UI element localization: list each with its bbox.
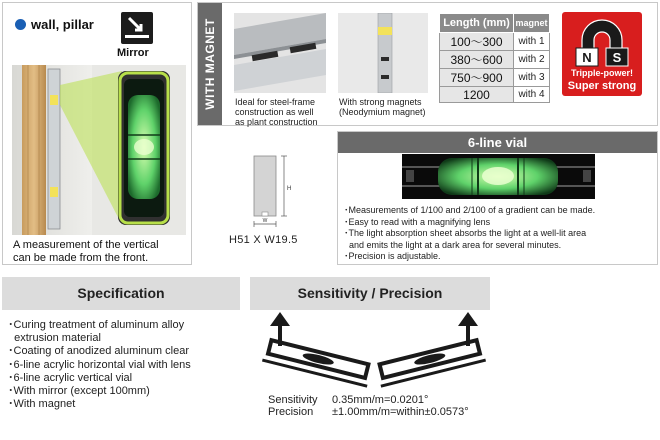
magnet-count-cell: with 1 [514,33,550,51]
with-magnet-tab-label: WITH MAGNET [203,18,217,110]
list-item: ･Easy to read with a magnifying lens [344,216,491,227]
super-strong-badge [562,12,642,96]
magnet-column-header: magnet [514,14,550,33]
cross-section-drawing [240,150,300,234]
mirror-icon [121,12,153,44]
width-mark: W [262,218,268,224]
list-item: ･Coating of anodized aluminum clear [8,345,189,358]
steel-frame-caption [235,97,318,127]
specification-heading: Specification [2,277,240,310]
wall-pillar-panel [2,2,192,265]
precision-value: ±1.00mm/m=within±0.0573° [332,406,469,418]
magnet-letter-s: S [612,50,622,65]
length-cell: 750～900 [440,69,514,87]
sensitivity-row [268,394,428,406]
precision-row [268,406,469,418]
neodymium-magnet-photo [338,13,428,93]
list-item: ･Curing treatment of aluminum alloy [8,319,185,331]
bullet-dot-icon [15,19,26,30]
steel-frame-caption-line: construction as well [235,107,314,117]
list-item: ･With magnet [8,398,76,411]
neodymium-caption-line: With strong magnets [339,97,422,107]
list-item: ･Measurements of 1/100 and 2/100 of a gradient can be made. [344,205,596,215]
magnet-count-cell: with 2 [514,51,550,69]
mirror-label: Mirror [117,47,149,59]
precision-label: Precision [268,406,314,418]
horseshoe-magnet-icon [562,12,642,68]
steel-frame-caption-line: Ideal for steel-frame [235,97,316,107]
wall-level-photo [12,65,186,235]
badge-line-2: Super strong [567,80,637,92]
height-mark: H [287,186,292,192]
wall-caption-line-2: can be made from the front. [13,252,149,264]
wall-pillar-title [15,17,94,32]
list-item: extrusion material [8,332,101,345]
magnet-count-cell: with 4 [514,87,550,103]
vial-feature-list [344,205,595,263]
table-row [440,51,550,69]
table-header-row [440,14,550,33]
table-row [440,69,550,87]
vial-photo [402,154,595,199]
six-line-vial-title: 6-line vial [338,132,657,153]
dimension-label: H51 X W19.5 [229,234,298,246]
table-row [440,87,550,103]
with-magnet-tab [198,3,222,125]
length-cell: 380～600 [440,51,514,69]
length-cell: 100～300 [440,33,514,51]
wall-caption [13,239,159,265]
sensitivity-heading: Sensitivity / Precision [250,277,490,310]
wall-caption-line-1: A measurement of the vertical [13,239,159,251]
magnet-count-table [439,13,550,103]
sensitivity-label: Sensitivity [268,394,318,406]
magnet-count-cell: with 3 [514,69,550,87]
list-item: ･With mirror (except 100mm) [8,385,150,398]
list-item: ･The light absorption sheet absorbs the light at a well-lit area [344,228,587,239]
magnet-letter-n: N [582,50,592,65]
list-item: ･Precision is adjustable. [344,251,441,262]
steel-frame-caption-line: as plant construction [235,117,318,127]
specification-list [8,319,191,411]
sensitivity-value: 0.35mm/m=0.0201° [332,394,429,406]
list-item: and emits the light at a dark area for several minutes. [344,239,562,250]
tilted-levels-figure [258,312,490,394]
list-item: ･6-line acrylic horizontal vial with lens [8,358,191,371]
neodymium-magnet-caption [339,97,426,117]
neodymium-caption-line: (Neodymium magnet) [339,107,426,117]
six-line-vial-panel [337,131,658,265]
wall-pillar-title-text: wall, pillar [31,17,94,32]
table-row [440,33,550,51]
length-column-header: Length (mm) [440,14,514,33]
steel-frame-photo [234,13,326,93]
length-cell: 1200 [440,87,514,103]
badge-line-1: Tripple-power! [570,68,633,78]
list-item: ･6-line acrylic vertical vial [8,371,133,384]
with-magnet-panel [197,2,658,126]
